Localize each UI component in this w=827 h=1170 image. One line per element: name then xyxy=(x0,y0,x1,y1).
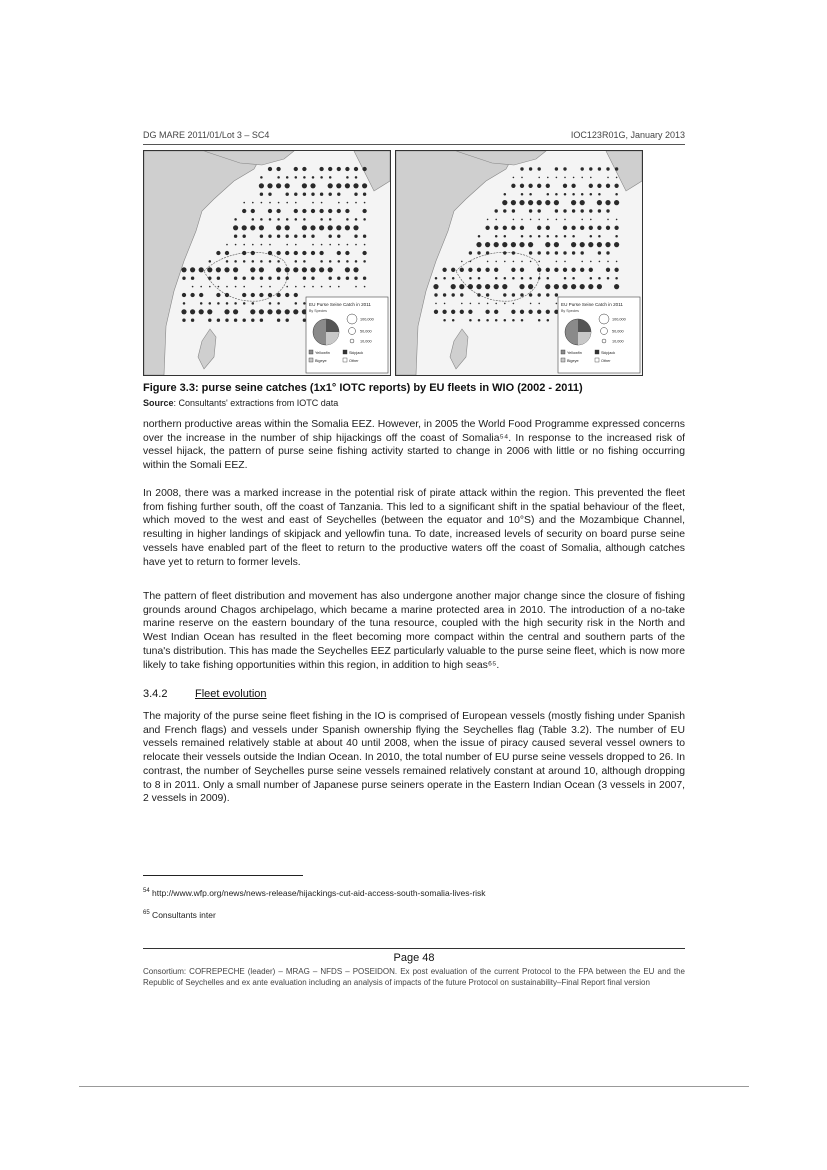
footnote-mark: 65 xyxy=(143,910,150,917)
legend-subtitle: By Species xyxy=(561,309,579,313)
legend-species-label: Bigeye xyxy=(567,359,579,363)
map-legend xyxy=(558,297,640,373)
paragraph-3: The pattern of fleet distribution and movement has also undergone another major change since the closure of fishing grounds around Chagos archipelago, which became a marine protected area in 2010. The introduction of a no-take marine reserve on the eastern boundary of the tuna resource, coupled with the high security risk in the North and West Indian Ocean has resulted in the fleet becoming more compact within the central and southern parts of the tuna's distribution. This has made the Seychelles EEZ particularly valuable to the purse seine fleet, which is now more likely to take fishing opportunities within this region, in addition to high seas⁶⁵. xyxy=(143,591,685,671)
page-number: Page 48 xyxy=(393,952,435,964)
legend-size-label: 100,000 xyxy=(612,317,626,322)
legend-subtitle: By Species xyxy=(309,309,327,313)
map-left xyxy=(143,150,391,376)
page-bottom-rule xyxy=(79,1086,749,1087)
map-svg xyxy=(144,151,390,375)
footnote-link[interactable]: http://www.wfp.org/news/news-release/hijackings-cut-aid-access-south-somalia-lives-risk xyxy=(149,888,486,898)
legend-size-label: 10,000 xyxy=(612,339,624,344)
footnote-mark: 54 xyxy=(143,888,150,895)
legend-title: EU Purse Seine Catch in 2011 xyxy=(561,302,623,307)
legend-size-label: 50,000 xyxy=(612,329,624,334)
legend-species-label: Skipjack xyxy=(601,351,616,355)
legend-title: EU Purse Seine Catch in 2011 xyxy=(309,302,371,307)
figure-source xyxy=(143,398,338,408)
legend-species-label: Other xyxy=(601,359,611,363)
legend-species-label: Yellowfin xyxy=(567,351,582,355)
footer-rule xyxy=(143,948,685,949)
map-legend xyxy=(306,297,388,373)
paragraph-1: northern productive areas within the Somalia EEZ. However, in 2005 the World Food Programme expressed concerns over the increase in the number of ship hijackings off the coast of Somalia⁵⁴. In response to the increased risk of vessel hijack, the pattern of purse seine fishing activity started to change in 2006 with little or no fishing occurring within the Somali EEZ. xyxy=(143,419,685,472)
footnote-65 xyxy=(143,910,216,920)
figure-source-text: : Consultants' extractions from IOTC data xyxy=(173,398,339,408)
paragraph-2: In 2008, there was a marked increase in the potential risk of pirate attack within the region. This prevented the fleet from fishing further south, off the coast of Tanzania. This led to a significant shift in the spatial behaviour of the fleet, which moved to the west and east of Seychelles (between the equator and 10°S) and the Mozambique Channel, resulting in higher landings of skipjack and yellowfin tuna. To date, increased levels of security on board purse seine vessels have enabled part of the fleet to return to the productive waters off the coast of Somalia, although catches have yet to return to former levels. xyxy=(143,488,685,568)
legend-size-label: 100,000 xyxy=(360,317,374,322)
footnote-text: Consultants inter xyxy=(149,910,216,920)
section-number: 3.4.2 xyxy=(143,688,168,700)
paragraph-4: The majority of the purse seine fleet fishing in the IO is comprised of European vessels (mostly fishing under Spanish and French flags) and vessels under Spanish ownership flying the Seychelles flag (Table 3.2). The number of EU vessels remained relatively stable at about 40 until 2008, when the issue of piracy caused several vessel owners to relocate their vessels outside the Indian Ocean. In 2010, the total number of EU purse seine vessels dropped to 26. In contrast, the number of Seychelles purse seine vessels remained relatively constant at around 10, although dropping to 8 in 2011. Only a small number of Japanese purse seiners operate in the Eastern Indian Ocean (3 vessels in 2007, 2 vessels in 2009). xyxy=(143,711,685,805)
legend-species-label: Yellowfin xyxy=(315,351,330,355)
legend-species-label: Skipjack xyxy=(349,351,364,355)
page-header xyxy=(143,130,685,145)
header-left: DG MARE 2011/01/Lot 3 – SC4 xyxy=(143,130,270,140)
footnote-rule xyxy=(143,875,303,876)
footnote-54 xyxy=(143,888,486,898)
legend-species-label: Bigeye xyxy=(315,359,327,363)
section-heading xyxy=(143,688,267,700)
legend-size-label: 50,000 xyxy=(360,329,372,334)
map-svg xyxy=(396,151,642,375)
figure-maps xyxy=(143,150,685,376)
legend-size-label: 10,000 xyxy=(360,339,372,344)
consortium-note: Consortium: COFREPECHE (leader) – MRAG – NFDS – POSEIDON. Ex post evaluation of the current Protocol to the FPA between the EU and the Republic of Seychelles and ex ante evaluation including an analysis of impacts of the future Protocol on sustainability–Final Report final version xyxy=(143,967,685,987)
figure-source-label: Source xyxy=(143,398,174,408)
section-title: Fleet evolution xyxy=(195,688,267,700)
legend-species-label: Other xyxy=(349,359,359,363)
map-right xyxy=(395,150,643,376)
header-right: IOC123R01G, January 2013 xyxy=(570,130,685,140)
figure-caption: Figure 3.3: purse seine catches (1x1° IOTC reports) by EU fleets in WIO (2002 - 2011) xyxy=(143,382,583,394)
